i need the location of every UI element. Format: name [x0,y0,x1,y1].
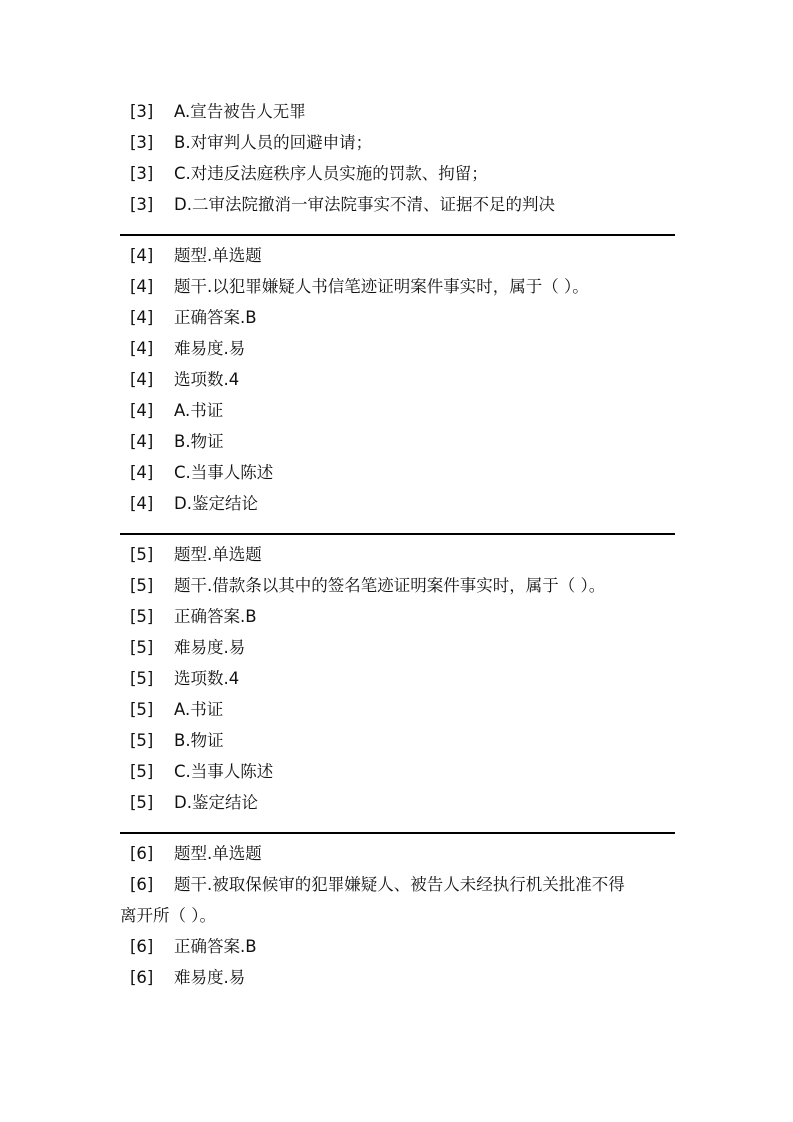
line-text: D.鉴定结论 [174,793,258,812]
line-text: B.对审判人员的回避申请； [174,133,373,152]
q3-option-c [120,158,675,189]
q5-option-a [120,694,675,725]
line-index: [5] [130,607,154,626]
line-text: 题型.单选题 [174,545,262,564]
line-index: [6] [130,937,154,956]
line-text: 题干.借款条以其中的签名笔迹证明案件事实时，属于（ ）。 [174,576,606,595]
q5-option-b [120,725,675,756]
q4-option-d [120,488,675,519]
q5-option-d [120,787,675,818]
question-5-block [120,539,675,818]
line-text: 正确答案.B [174,308,257,327]
q4-type [120,240,675,271]
line-index: [4] [130,401,154,420]
line-index: [4] [130,246,154,265]
q4-answer [120,302,675,333]
q5-answer [120,601,675,632]
line-text: 题型.单选题 [174,246,262,265]
line-index: [5] [130,545,154,564]
q6-type [120,838,675,869]
line-index: [5] [130,793,154,812]
spacer [120,818,675,832]
line-text: 难易度.易 [174,968,246,987]
q6-answer [120,931,675,962]
line-text: C.当事人陈述 [174,463,274,482]
line-text: B.物证 [174,432,224,451]
spacer [120,220,675,234]
section-divider [120,832,675,834]
line-index: [3] [130,133,154,152]
q5-difficulty [120,632,675,663]
line-index: [5] [130,576,154,595]
line-text: 难易度.易 [174,339,246,358]
line-index: [6] [130,844,154,863]
line-index: [4] [130,494,154,513]
line-text: D.二审法院撤消一审法院事实不清、证据不足的判决 [174,195,555,214]
q6-difficulty [120,962,675,993]
spacer [120,519,675,533]
line-text: 正确答案.B [174,937,257,956]
q4-option-a [120,395,675,426]
line-text: 题型.单选题 [174,844,262,863]
line-text: 题干.以犯罪嫌疑人书信笔迹证明案件事实时，属于（ ）。 [174,277,589,296]
q5-option-c [120,756,675,787]
q4-option-b [120,426,675,457]
line-index: [5] [130,762,154,781]
line-index: [4] [130,277,154,296]
line-index: [6] [130,968,154,987]
line-text: C.对违反法庭秩序人员实施的罚款、拘留； [174,164,488,183]
q6-stem-continuation [120,900,675,931]
line-index: [5] [130,638,154,657]
line-index: [5] [130,669,154,688]
question-4-block [120,240,675,519]
line-index: [4] [130,308,154,327]
line-index: [4] [130,370,154,389]
line-index: [3] [130,102,154,121]
line-index: [3] [130,164,154,183]
q4-stem [120,271,675,302]
line-text: A.书证 [174,401,224,420]
line-text: 题干.被取保候审的犯罪嫌疑人、被告人未经执行机关批准不得 [174,875,625,894]
section-divider [120,234,675,236]
q5-stem [120,570,675,601]
document-page [120,96,675,993]
q6-stem [120,869,675,900]
q5-option-count [120,663,675,694]
line-index: [5] [130,731,154,750]
line-text: 离开所（ ）。 [120,906,216,925]
line-text: 选项数.4 [174,370,240,389]
q3-option-a [120,96,675,127]
q3-option-b [120,127,675,158]
line-text: 选项数.4 [174,669,240,688]
line-text: C.当事人陈述 [174,762,274,781]
q3-option-d [120,189,675,220]
line-index: [4] [130,432,154,451]
line-text: B.物证 [174,731,224,750]
line-text: 正确答案.B [174,607,257,626]
q4-option-c [120,457,675,488]
line-text: D.鉴定结论 [174,494,258,513]
line-index: [3] [130,195,154,214]
question-3-block [120,96,675,220]
line-text: 难易度.易 [174,638,246,657]
line-text: A.宣告被告人无罪 [174,102,306,121]
line-index: [6] [130,875,154,894]
q4-difficulty [120,333,675,364]
line-text: A.书证 [174,700,224,719]
line-index: [4] [130,463,154,482]
q4-option-count [120,364,675,395]
section-divider [120,533,675,535]
question-6-block [120,838,675,993]
line-index: [4] [130,339,154,358]
line-index: [5] [130,700,154,719]
q5-type [120,539,675,570]
